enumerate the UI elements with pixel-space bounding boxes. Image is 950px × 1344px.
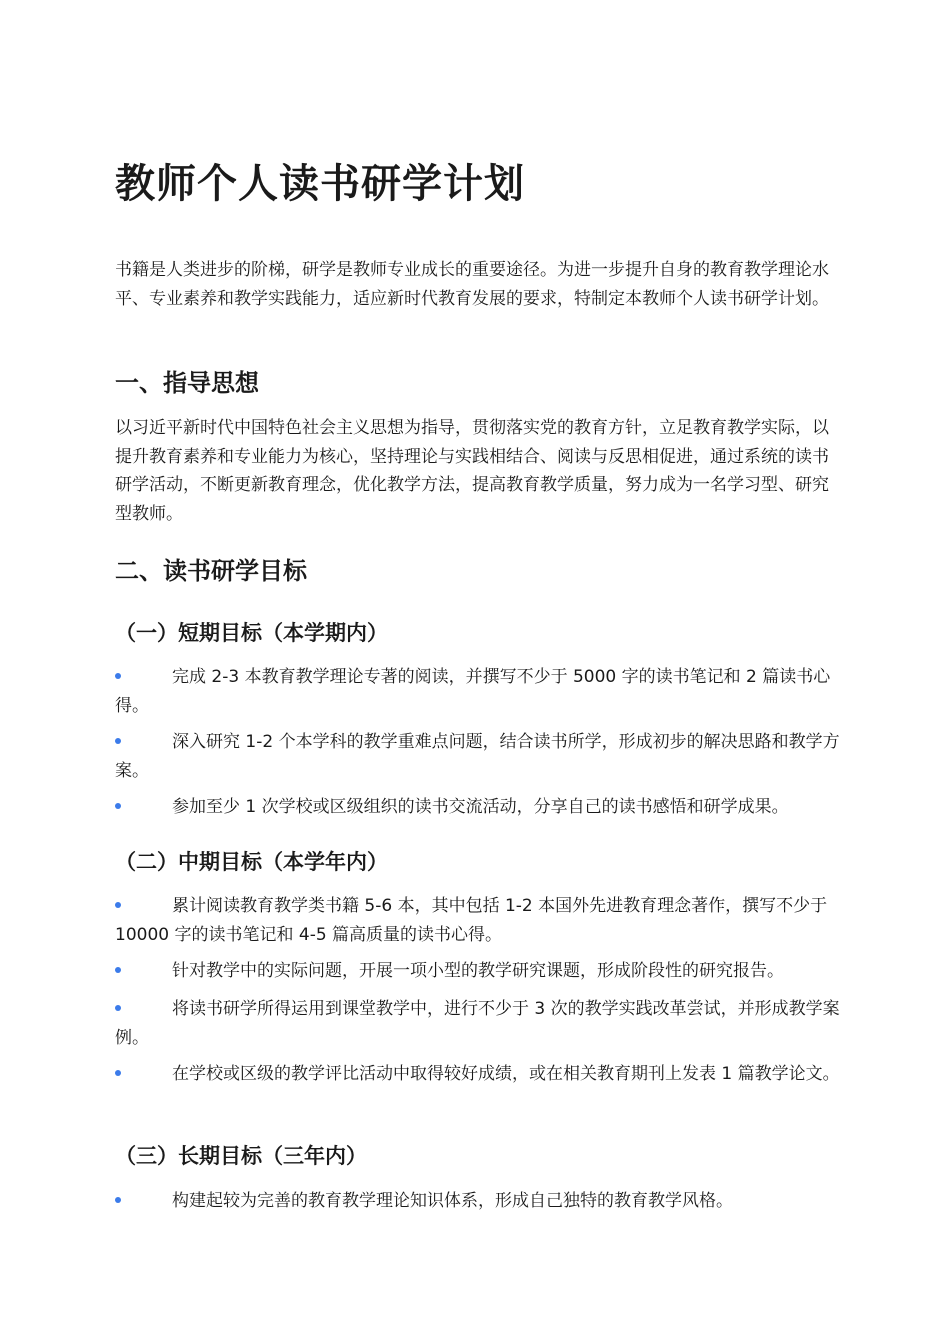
document-title: 教师个人读书研学计划 (115, 161, 525, 207)
bullet-icon (115, 1070, 121, 1076)
bullet-icon (115, 1005, 121, 1011)
bullet-icon (115, 738, 121, 744)
bullet-icon (115, 673, 121, 679)
bullet-icon (115, 1197, 121, 1203)
list-item: 参加至少 1 次学校或区级组织的读书交流活动，分享自己的读书感悟和研学成果。 (115, 793, 845, 822)
subheading-short-term: （一）短期目标（本学期内） (115, 621, 388, 645)
bullet-icon (115, 902, 121, 908)
intro-paragraph: 书籍是人类进步的阶梯，研学是教师专业成长的重要途径。为进一步提升自身的教育教学理论水平、专业素养和教学实践能力，适应新时代教育发展的要求，特制定本教师个人读书研学计划。 (115, 260, 829, 309)
guiding-ideology-paragraph: 以习近平新时代中国特色社会主义思想为指导，贯彻落实党的教育方针，立足教育教学实际，以提升教育素养和专业能力为核心，坚持理论与实践相结合、阅读与反思相促进，通过系统的读书研学活动，不断更新教育理念，优化教学方法，提高教育教学质量，努力成为一名学习型、研究型教师。 (115, 418, 829, 524)
list-item: 深入研究 1-2 个本学科的教学重难点问题，结合读书所学，形成初步的解决思路和教学方案。 (115, 732, 840, 781)
list-item: 构建起较为完善的教育教学理论知识体系，形成自己独特的教育教学风格。 (115, 1187, 845, 1216)
subheading-mid-term: （二）中期目标（本学年内） (115, 850, 388, 874)
bullet-icon (115, 967, 121, 973)
section-heading-guiding-ideology: 一、指导思想 (115, 369, 259, 397)
section-heading-goals: 二、读书研学目标 (115, 557, 307, 585)
list-item: 针对教学中的实际问题，开展一项小型的教学研究课题，形成阶段性的研究报告。 (115, 957, 845, 986)
list-item: 在学校或区级的教学评比活动中取得较好成绩，或在相关教育期刊上发表 1 篇教学论文。 (115, 1060, 845, 1089)
list-item: 累计阅读教育教学类书籍 5-6 本，其中包括 1-2 本国外先进教育理念著作，撰写不少于 10000 字的读书笔记和 4-5 篇高质量的读书心得。 (115, 896, 828, 945)
subheading-long-term: （三）长期目标（三年内） (115, 1144, 367, 1168)
bullet-icon (115, 803, 121, 809)
list-item: 完成 2-3 本教育教学理论专著的阅读，并撰写不少于 5000 字的读书笔记和 2 篇读书心得。 (115, 667, 831, 716)
list-item: 将读书研学所得运用到课堂教学中，进行不少于 3 次的教学实践改革尝试，并形成教学案例。 (115, 999, 840, 1048)
